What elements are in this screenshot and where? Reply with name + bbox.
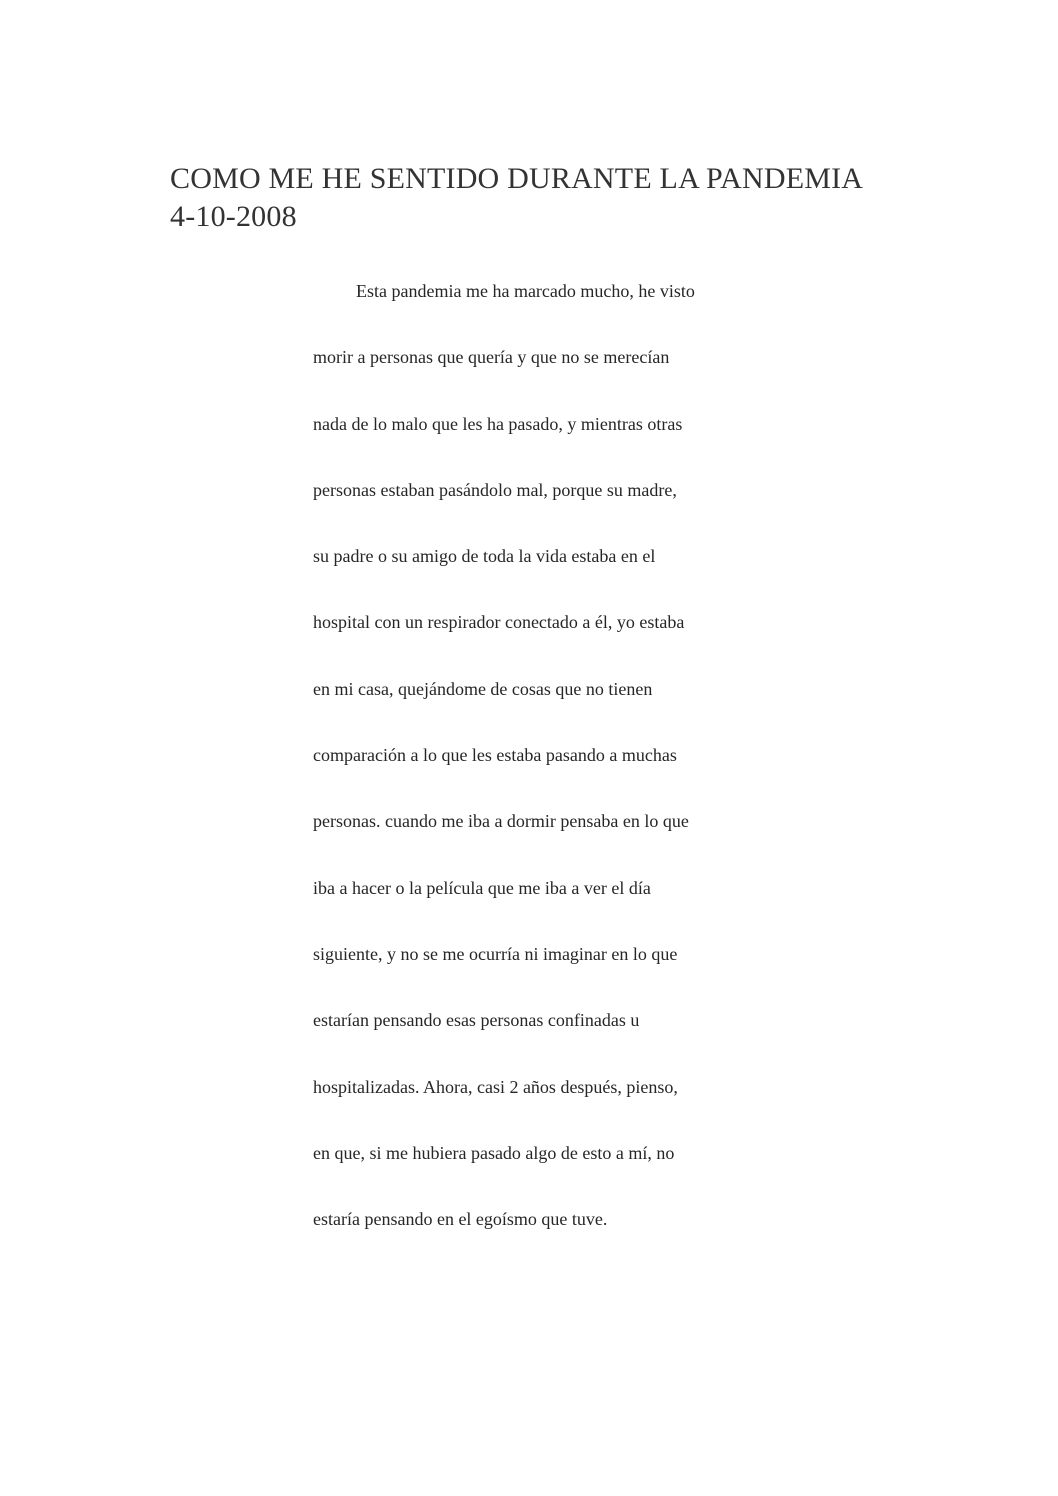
text-line: hospitalizadas. Ahora, casi 2 años después, pienso,: [313, 1076, 678, 1097]
text-line: personas. cuando me iba a dormir pensaba en lo que: [313, 811, 689, 832]
document-title: COMO ME HE SENTIDO DURANTE LA PANDEMIA: [170, 162, 864, 195]
body-text: [313, 276, 793, 1270]
text-line: nada de lo malo que les ha pasado, y mientras otras: [313, 413, 683, 434]
text-line: hospital con un respirador conectado a él, yo estaba: [313, 612, 685, 633]
text-line: morir a personas que quería y que no se merecían: [313, 347, 670, 368]
text-line: estaría pensando en el egoísmo que tuve.: [313, 1209, 608, 1230]
text-line: Esta pandemia me ha marcado mucho, he visto: [356, 281, 695, 301]
text-line: en mi casa, quejándome de cosas que no tienen: [313, 678, 653, 699]
text-line: personas estaban pasándolo mal, porque su madre,: [313, 479, 677, 500]
text-line: estarían pensando esas personas confinadas u: [313, 1010, 640, 1031]
title-block: [170, 160, 930, 236]
text-line: siguiente, y no se me ocurría ni imaginar en lo que: [313, 943, 678, 964]
text-line: en que, si me hubiera pasado algo de esto a mí, no: [313, 1142, 675, 1163]
text-line: iba a hacer o la película que me iba a ver el día: [313, 877, 651, 898]
document-date: 4-10-2008: [170, 200, 297, 233]
text-line: comparación a lo que les estaba pasando a muchas: [313, 745, 677, 766]
text-line: su padre o su amigo de toda la vida estaba en el: [313, 546, 656, 567]
